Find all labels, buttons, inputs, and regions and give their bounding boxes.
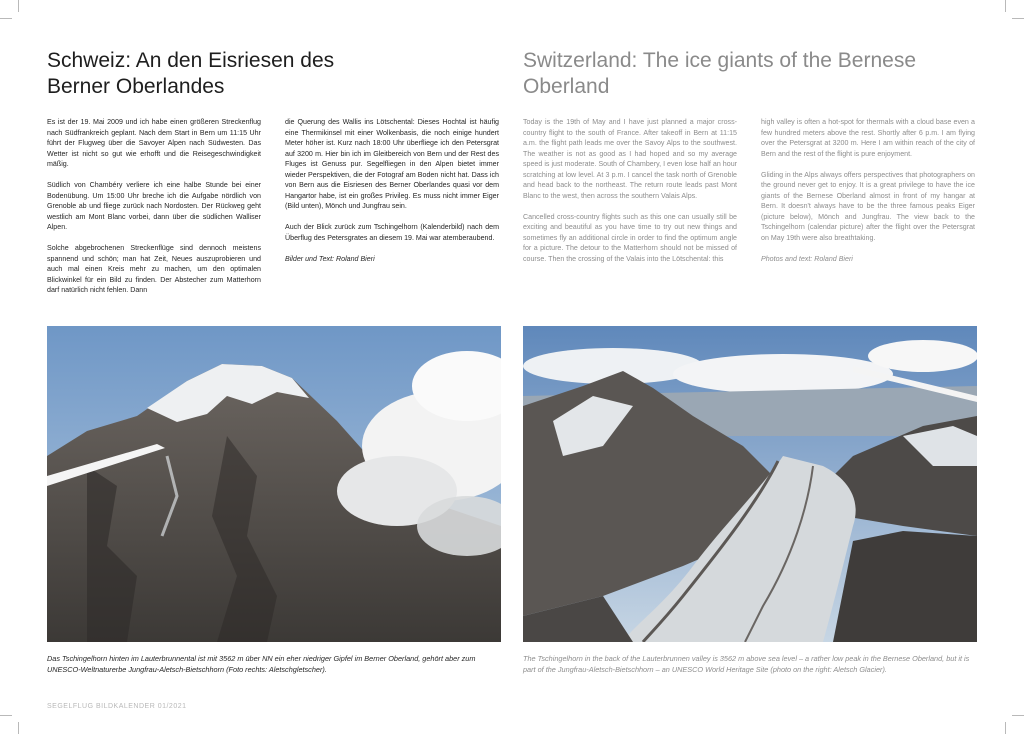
english-column-1 <box>523 117 737 275</box>
english-credit: Photos and text: Roland Bieri <box>761 254 853 263</box>
english-paragraph: Cancelled cross-country flights such as this one can usually still be exciting and beautiful as you have time to try out new things and sometimes fly an additional circle in order to find the optimum angle for a picture. The detour to the Matterhorn should not be missed of course. Then the crossing of the Valais into the Lötschental: this <box>523 212 737 263</box>
crop-mark <box>0 715 12 716</box>
crop-mark <box>0 18 12 19</box>
german-column-1 <box>47 117 261 306</box>
crop-mark <box>18 722 19 734</box>
english-paragraph: Gliding in the Alps always offers perspectives that photographers on the ground never get to enjoy. It is a great privilege to have the ice giants of the Bernese Oberland almost in front of my hangar at Bern. It doesn't always have to be the three famous peaks Eiger (picture below), Mönch and Jungfrau. The view back to the Tschingelhorn (calendar picture) after the flight over the Petersgrat on May 19th were also breathtaking. <box>761 170 975 242</box>
german-column-2 <box>285 117 499 275</box>
aletsch-glacier-photo <box>523 326 977 642</box>
english-paragraph: high valley is often a hot-spot for thermals with a cloud base even a few hundred meters above the rest. Shortly after 6 p.m. I am flying over the Petersgrat at 3200 m. Here I am within reach of the city of Bern and the rest of the flight is pure enjoyment. <box>761 118 975 158</box>
german-paragraph: Südlich von Chambéry verliere ich eine halbe Stunde bei einer Bodenübung. Um 15:00 Uhr breche ich die Aufgabe nördlich von Grenoble ab und fliege zurück nach Nordosten. Der Rückweg geht westlich am Mont Blanc vorbei, dann über die südlichen Walliser Alpen. <box>47 181 261 231</box>
english-column-2 <box>761 117 975 275</box>
german-credit: Bilder und Text: Roland Bieri <box>285 254 375 263</box>
german-paragraph: Auch der Blick zurück zum Tschingelhorn (Kalenderbild) nach dem Überflug des Petersgrates an diesem 19. Mai war atemberaubend. <box>285 223 499 242</box>
german-paragraph: Es ist der 19. Mai 2009 und ich habe einen größeren Streckenflug nach Südfrankreich geplant. Nach dem Start in Bern um 11:15 Uhr führt der Flugweg über die Savoyer Alpen nach Südwesten. Das Wetter ist nicht so gut wie erhofft und die Reisegeschwindigkeit mäßig. <box>47 118 261 168</box>
crop-mark <box>1005 0 1006 12</box>
crop-mark <box>18 0 19 12</box>
english-paragraph: Today is the 19th of May and I have just planned a major cross-country flight to the south of France. After takeoff in Bern at 11:15 a.m. the flight path leads me over the Savoy Alps to the southwest. The weather is not as good as I had hoped and so my average speed is just moderate. South of Chambery, I even lose half an hour scratching at low level. At 3 p.m. I cancel the task north of Grenoble and head back to the northeast. The return route leads past Mont Blanc to the west, then across the southern Valais Alps. <box>523 118 737 200</box>
calendar-footer: SEGELFLUG BILDKALENDER 01/2021 <box>47 703 187 710</box>
german-paragraph: Solche abgebrochenen Streckenflüge sind dennoch meistens spannend und schön; man hat Zeit, Neues auszuprobieren und auch mal einen Kreis mehr zu machen, um den optimalen Blickwinkel für ein Bild zu finden. Der Abstecher zum Matterhorn darf natürlich nicht fehlen. Dann <box>47 244 261 294</box>
crop-mark <box>1012 18 1024 19</box>
english-title <box>523 48 973 100</box>
german-paragraph: die Querung des Wallis ins Lötschental: Dieses Hochtal ist häufig eine Thermikinsel mit einer Wolkenbasis, die noch einige hundert Meter höher ist. Kurz nach 18:00 Uhr überfliege ich den Petersgrat auf 3200 m. Hier bin ich im Gleitbereich von Bern und der Rest des Fluges ist Genuss pur. Segelfliegen in den Alpen bietet immer wieder Perspektiven, die der Fotograf am Boden nicht hat. Dass ich von Bern aus die Eisriesen des Berner Oberlandes quasi vor dem Hangartor habe, ist ein großes Privileg. Es muss nicht immer Eiger (Bild unten), Mönch und Jungfrau sein. <box>285 118 499 210</box>
german-title <box>47 48 467 100</box>
german-title-line1: Schweiz: An den Eisriesen des <box>47 49 335 72</box>
english-title-line2: Oberland <box>523 75 610 98</box>
english-caption: The Tschingelhorn in the back of the Lauterbrunnen valley is 3562 m above sea level – a rather low peak in the Bernese Oberland, but it is part of the Jungfrau-Aletsch-Bietschhorn – an UNESCO World Heritage Site (photo on the right: Aletsch Glacier). <box>523 654 970 674</box>
crop-mark <box>1005 722 1006 734</box>
tschingelhorn-photo <box>47 326 501 642</box>
german-title-line2: Berner Oberlandes <box>47 75 225 98</box>
german-caption: Das Tschingelhorn hinten im Lauterbrunnental ist mit 3562 m über NN ein eher niedriger Gipfel im Berner Oberland, gehört aber zum UNESCO-Weltnaturerbe Jungfrau-Aletsch-Bietschhorn (Foto rechts: Aletschgletscher). <box>47 654 476 674</box>
crop-mark <box>1012 715 1024 716</box>
english-title-line1: Switzerland: The ice giants of the Bernese <box>523 49 917 72</box>
